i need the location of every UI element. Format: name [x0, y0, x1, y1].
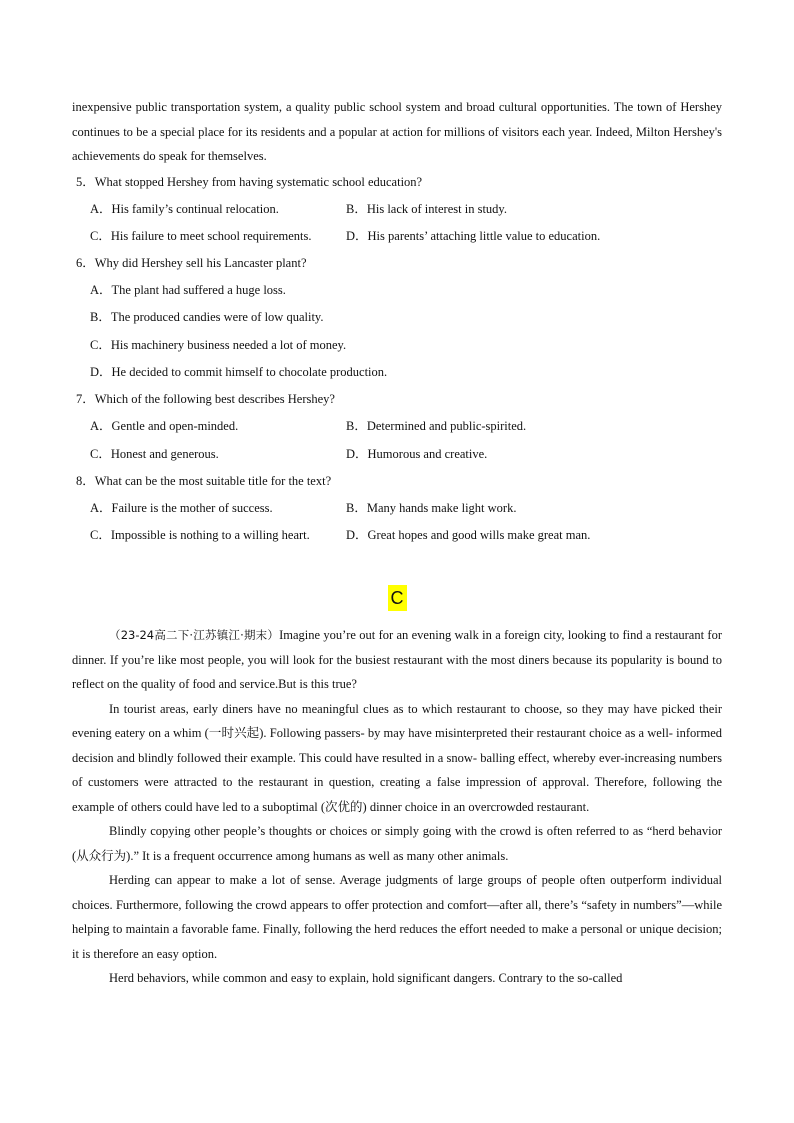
- question-stem: 8．What can be the most suitable title for the text?: [76, 473, 332, 488]
- options-grid: [90, 495, 722, 550]
- option-d: D．His parents’ attaching little value to education.: [346, 228, 601, 243]
- paragraph: Herd behaviors, while common and easy to explain, hold significant dangers. Contrary to the so-called: [109, 971, 623, 986]
- question-stem: 6．Why did Hershey sell his Lancaster plant?: [76, 256, 307, 271]
- intro-paragraph: inexpensive public transportation system, a quality public school system and broad cultural opportunities. The town of Hershey continues to be a special place for its residents and a popular at action for millions of visitors each year. Indeed, Milton Hershey's achievements do speak for themselves.: [72, 100, 722, 163]
- option-b: B．The produced candies were of low quality.: [90, 310, 324, 325]
- option-d: D．Great hopes and good wills make great man.: [346, 528, 591, 543]
- question-8: [72, 468, 722, 550]
- question-6: [72, 250, 722, 386]
- options-grid: [90, 413, 722, 468]
- section-first-paragraph: [72, 623, 722, 697]
- option-b: B．His lack of interest in study.: [346, 201, 507, 216]
- question-5: [72, 169, 722, 251]
- section-letter: C: [388, 585, 407, 611]
- question-stem: 7．Which of the following best describes Hershey?: [76, 392, 335, 407]
- paragraph: Herding can appear to make a lot of sense. Average judgments of large groups of people often outperform individual choices. Furthermore, following the crowd appears to offer protection and comfort—after all, there’s “safety in numbers”—while helping to maintain a favorable fame. Finally, following the herd reduces the effort needed to make a personal or unique decision; it is therefore an easy option.: [72, 873, 722, 961]
- question-7: [72, 386, 722, 468]
- question-stem: 5．What stopped Hershey from having systematic school education?: [76, 174, 423, 189]
- option-a: A．Failure is the mother of success.: [90, 500, 273, 515]
- option-b: B．Many hands make light work.: [346, 500, 517, 515]
- option-b: B．Determined and public-spirited.: [346, 419, 527, 434]
- option-d: D．He decided to commit himself to chocolate production.: [90, 364, 388, 379]
- document-page: [72, 95, 722, 991]
- option-d: D．Humorous and creative.: [346, 446, 488, 461]
- option-c: C．His machinery business needed a lot of money.: [90, 337, 347, 352]
- option-a: A．His family’s continual relocation.: [90, 201, 279, 216]
- option-a: A．The plant had suffered a huge loss.: [90, 283, 286, 298]
- option-c: C．Impossible is nothing to a willing heart.: [90, 528, 310, 543]
- options-grid: [90, 196, 722, 251]
- option-c: C．His failure to meet school requirements.: [90, 228, 312, 243]
- option-a: A．Gentle and open-minded.: [90, 419, 239, 434]
- paragraph: Blindly copying other people’s thoughts or choices or simply going with the crowd is often referred to as “herd behavior (从众行为).” It is a frequent occurrence among humans as well as many other animals.: [72, 824, 722, 863]
- source-label: （23-24高二下·江苏镇江·期末）: [109, 628, 280, 643]
- section-heading: [72, 585, 722, 615]
- paragraph: In tourist areas, early diners have no meaningful clues as to which restaurant to choose, so they may have picked their evening eatery on a whim (一时兴起). Following passers- by may have misinterpreted their restaurant choice as a well- informed decision and blindly followed their example. This could have resulted in a snow- balling effect, whereby ever-increasing numbers of customers were attracted to the restaurant in question, creating a false impression of approval. Therefore, following the example of others could have led to a suboptimal (次优的) dinner choice in an overcrowded restaurant.: [72, 701, 722, 814]
- paragraph-text: Imagine you’re out for an evening walk in a foreign city, looking to find a restaurant for dinner. If you’re like most people, you will look for the busiest restaurant with the most diners because its popularity is bound to reflect on the quality of food and service.But is this true?: [72, 628, 722, 692]
- option-c: C．Honest and generous.: [90, 446, 219, 461]
